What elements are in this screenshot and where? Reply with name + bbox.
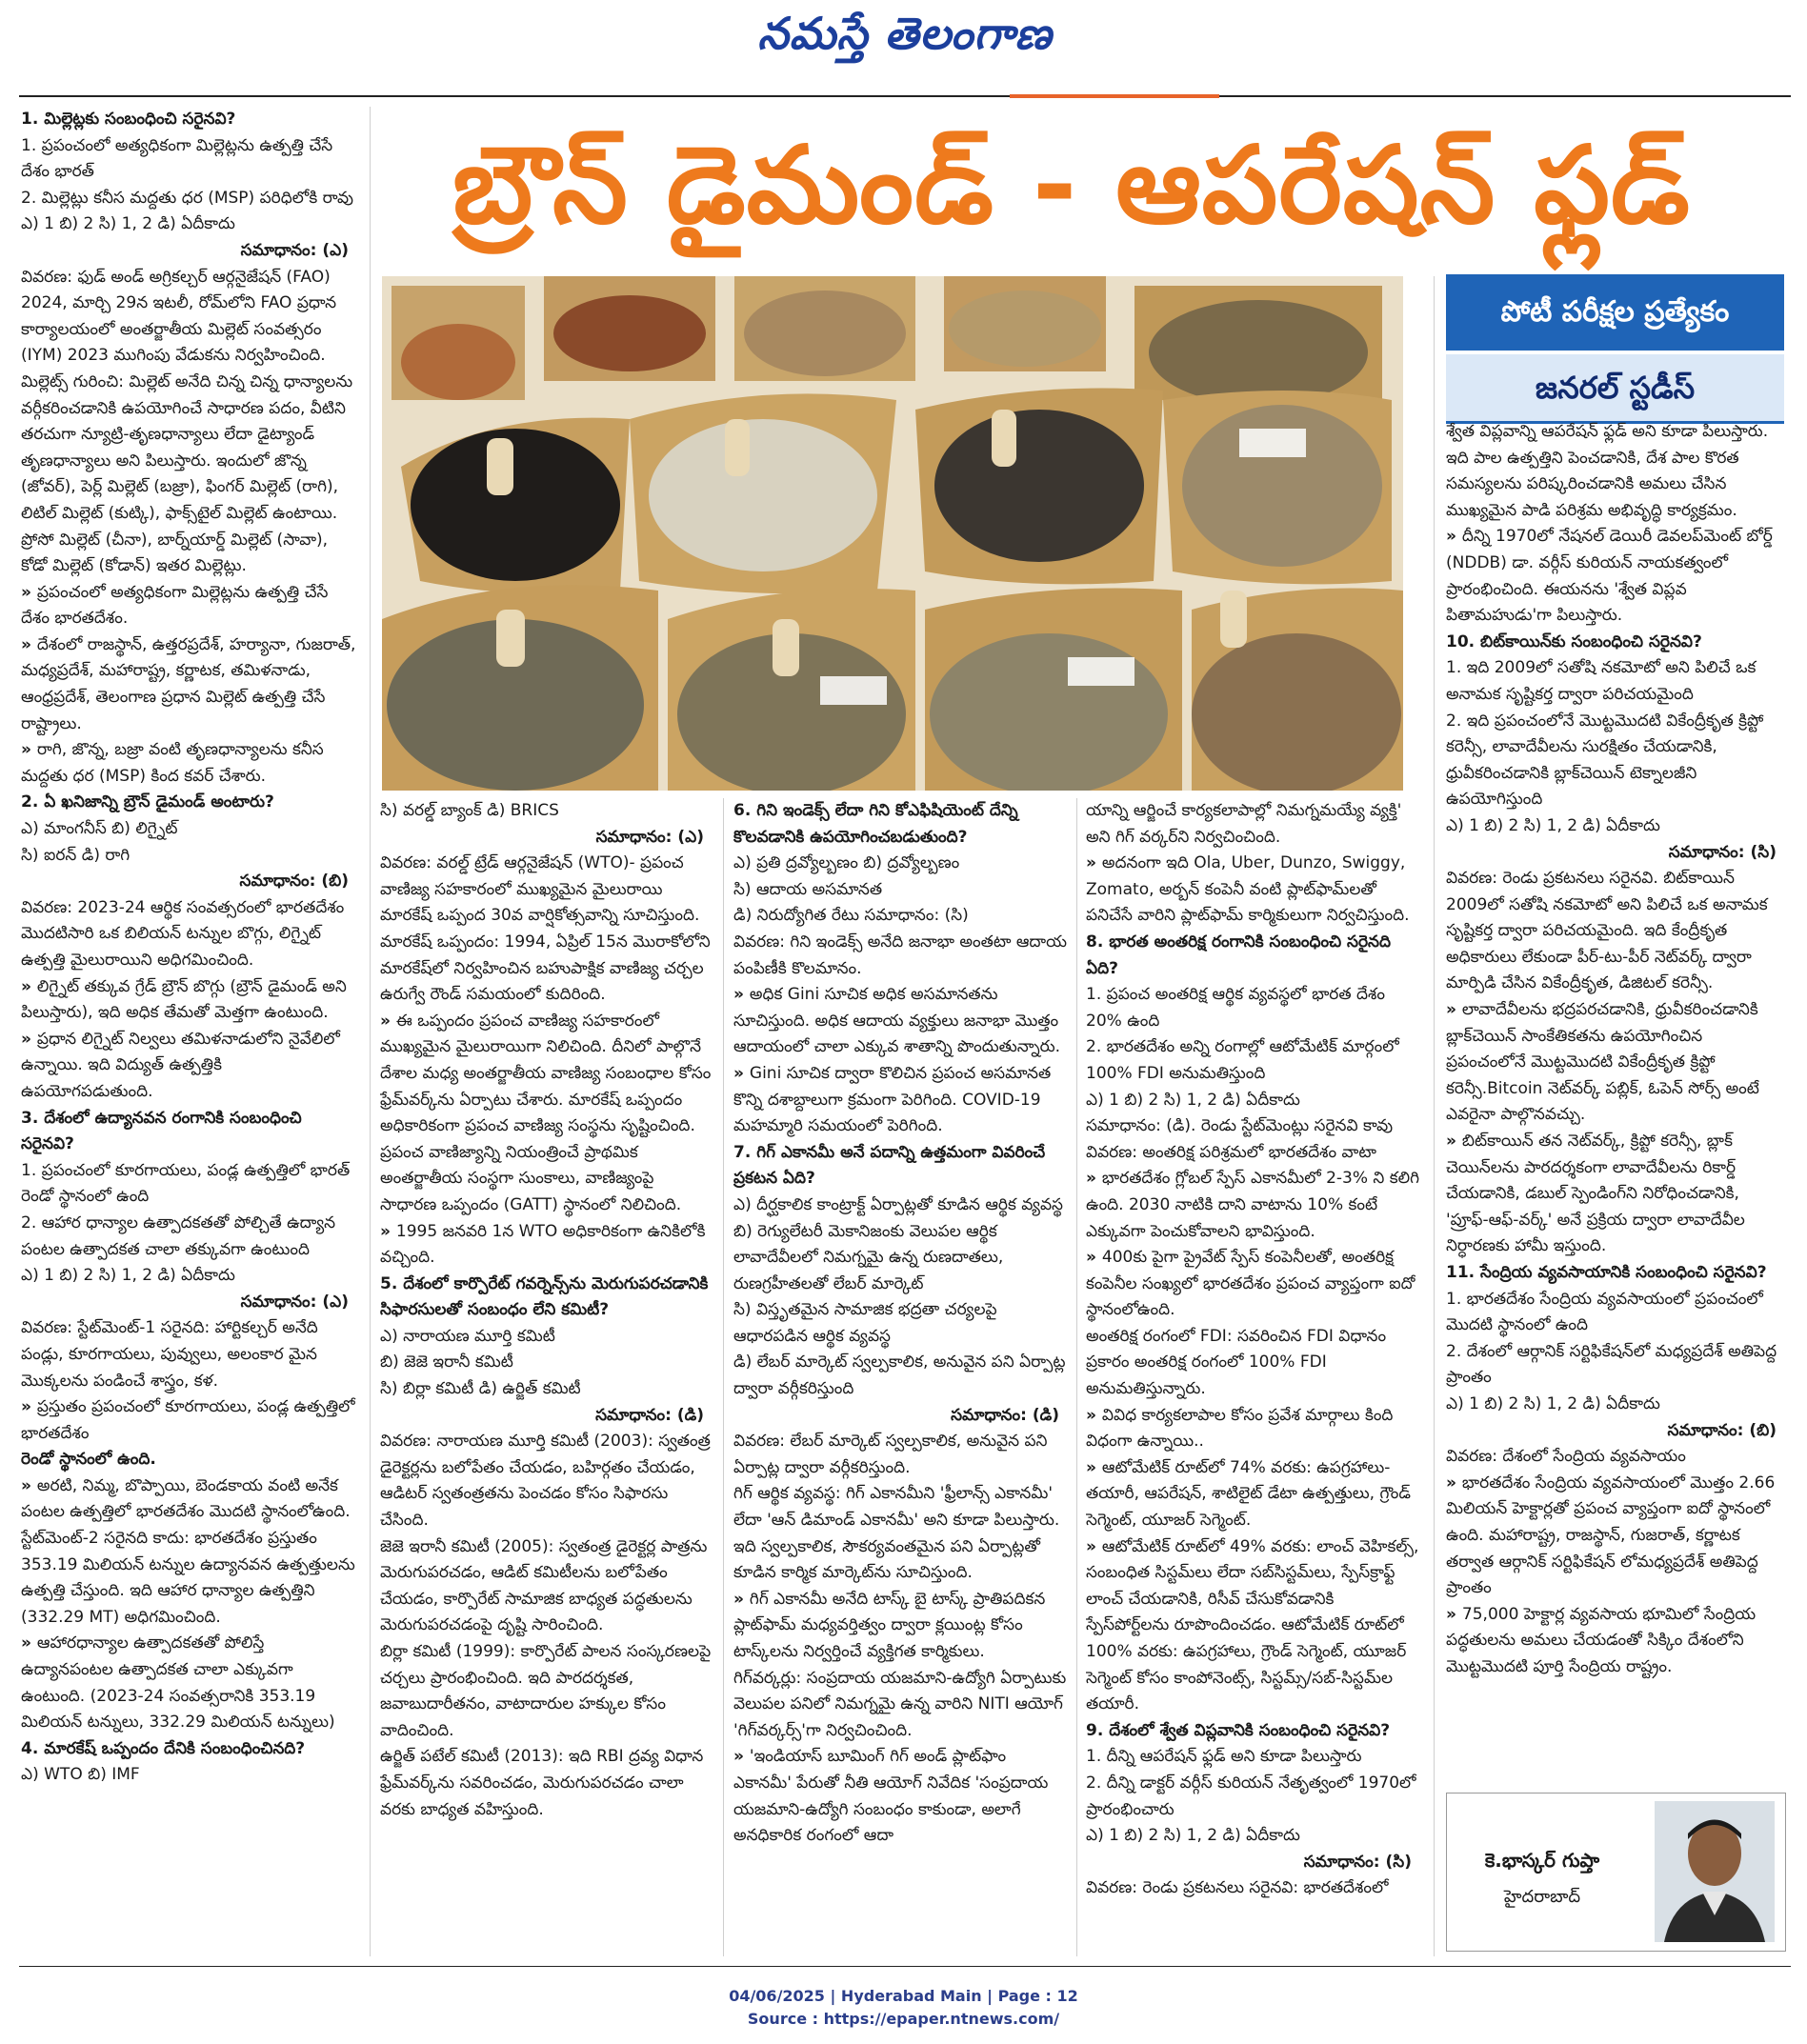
paragraph: బి) రెగ్యులేటరీ మెకానిజంకు వెలుపల ఆర్థిక లావాదేవీలలో నిమగ్నమై ఉన్న రుణదాతలు, రుణగ్రహీతలతో లేబర్ మార్కెట్ [733,1221,1004,1293]
masthead-rule [19,95,1791,97]
paragraph: యాన్ని ఆర్జించే కార్యకలాపాల్లో నిమగ్నమయ్యే వ్యక్తి' అని గిగ్ వర్కర్‌ని నిర్వచించింది. [1086,801,1402,847]
paragraph: వివరణ: నారాయణ మూర్తి కమిటీ (2003): స్వతంత్ర డైరెక్టర్లను బలోపేతం చేయడం, బహిర్గతం చేయడం, ఆడిటర్ స్వతంత్రతను పెంచడం కోసం సిఫారసు చేసింది. [380,1432,711,1531]
article-column-4 [1086,798,1419,1956]
paragraph: 1. ప్రపంచ అంతరిక్ష ఆర్థిక వ్యవస్థలో భారత దేశం 20% ఉంది [1086,985,1385,1031]
question: 8. భారత అంతరిక్ష రంగానికి సంబంధించి సరైనది ఏది? [1086,932,1391,978]
author-name: కె.భాస్కర్ గుప్తా [1484,1849,1600,1872]
paragraph: గిగ్ ఆర్థిక వ్యవస్థ: గిగ్ ఎకానమీని 'ఫ్రీలాన్స్ ఎకానమీ' లేదా 'ఆన్ డిమాండ్ ఎకానమీ' అని కూడా పిలుస్తారు. ఇది స్వల్పకాలిక, సౌకర్యవంతమైన పని ఏర్పాట్లతో కూడిన కార్మిక మార్కెట్‌ను సూచిస్తుంది. [733,1484,1060,1583]
paragraph: ఎ) 1 బి) 2 సి) 1, 2 డి) ఏదీకాదు [1446,1393,1660,1413]
paragraph: సి) బిర్లా కమిటీ డి) ఉర్జిత్ కమిటీ [380,1379,581,1399]
answer-line: సమాధానం: (డి) [951,1405,1059,1425]
bullet-point: » 75,000 హెక్టార్ల వ్యవసాయ భూమిలో సేంద్రియ పద్ధతులను అమలు చేయడంతో సిక్కిం దేశంలోని మొట్టమొదటి పూర్తి సేంద్రియ రాష్ట్రం. [1446,1602,1784,1681]
answer-line: సమాధానం: (సి) [1303,1852,1412,1872]
bullet-point: » బిట్‌కాయిన్ తన నెట్‌వర్క్, క్రిప్టో కరెన్సీ, బ్లాక్ చెయిన్‌లను పారదర్శకంగా లావాదేవీలను రికార్డ్ చేయడానికి, డబుల్ స్పెండింగ్‌ని నిరోధించడానికి, 'ప్రూఫ్-ఆఫ్-వర్క్' అనే ప్రక్రియ ద్వారా లావాదేవీల నిర్ధారణకు హామీ ఇస్తుంది. [1446,1129,1784,1260]
millet-baskets-photo [382,276,1403,791]
bullet-point: » 'ఇండియాస్ బూమింగ్ గిగ్ అండ్ ప్లాట్‌ఫాం ఎకానమీ' పేరుతో నీతి ఆయోగ్ నివేదిక 'సంప్రదాయ యజమాని-ఉద్యోగి సంబంధం కాకుండా, అలాగే అనధికారిక రంగంలో ఆదా [733,1744,1067,1849]
masthead-logo: నమస్తే తెలంగాణ [757,8,1053,59]
author-byline [1446,1793,1786,1952]
paragraph: సి) ఆదాయ అసమానత [733,879,883,899]
question: 4. మారకేష్ ఒప్పందం దేనికి సంబంధించినది? [21,1738,306,1758]
bullet-point: » ఈ ఒప్పందం ప్రపంచ వాణిజ్య సహకారంలో ముఖ్యమైన మైలురాయిగా నిలిచింది. దీనిలో పాల్గొనే దేశాల మధ్య అంతర్జాతీయ వాణిజ్య సంబంధాల కోసం ఫ్రేమ్‌వర్క్‌ను ఏర్పాటు చేశారు. మారకేష్ ఒప్పందం అధికారికంగా ప్రపంచ వాణిజ్య సంస్థను సృష్టించింది. ప్రపంచ వాణిజ్యాన్ని నియంత్రించే ప్రాథమిక అంతర్జాతీయ సంస్థగా సుంకాలు, వాణిజ్యంపై సాధారణ ఒప్పందం (GATT) స్థానంలో నిలిచింది. [380,1009,712,1219]
bullet-point: » రాగి, జొన్న, బజ్రా వంటి తృణధాన్యాలను కనీస మద్దతు ధర (MSP) కింద కవర్ చేశారు. [21,737,356,790]
paragraph: 1. ఇది 2009లో సతోషి నకమోటో అని పిలిచే ఒక అనామక సృష్టికర్త ద్వారా పరిచయమైంది [1446,658,1757,704]
paragraph: 2. ఆహార ధాన్యాల ఉత్పాదకతతో పోల్చితే ఉద్యాన పంటల ఉత్పాదకత చాలా తక్కువగా ఉంటుంది [21,1212,336,1259]
masthead [0,0,1807,76]
answer-line: సమాధానం: (బి) [239,872,349,892]
question: 1. మిల్లెట్లకు సంబంధించి సరైనవి? [21,110,236,129]
bullet-point: » వివిధ కార్యకలాపాల కోసం ప్రవేశ మార్గాలు కింది విధంగా ఉన్నాయి.. [1086,1403,1419,1455]
paragraph: 2. మిల్లెట్లు కనీస మద్దతు ధర (MSP) పరిధిలోకి రావు [21,188,353,208]
paragraph: వివరణ: రెండు ప్రకటనలు సరైనవి: భారతదేశంలో [1086,1878,1389,1898]
paragraph: డి) లేబర్ మార్కెట్ స్వల్పకాలిక, అనువైన పని ఏర్పాట్ల ద్వారా వర్గీకరిస్తుంది [733,1353,1066,1399]
paragraph: సి) వరల్డ్ బ్యాంక్ డి) BRICS [380,801,559,820]
paragraph: సి) విస్తృతమైన సామాజిక భద్రతా చర్యలపై ఆధారపడిన ఆర్థిక వ్యవస్థ [733,1300,997,1346]
bullet-point: » భారతదేశం సేంద్రియ వ్యవసాయంలో మొత్తం 2.66 మిలియన్ హెక్టార్లతో ప్రపంచ వ్యాప్తంగా ఐదో స్థానంలో ఉంది. మహారాష్ట్ర, రాజస్థాన్, గుజరాత్, కర్ణాటక తర్వాత ఆర్గానిక్ సర్టిఫికేషన్ లోమధ్యప్రదేశ్ అతిపెద్ద ప్రాంతం [1446,1471,1784,1602]
paragraph: బి) జెజె ఇరానీ కమిటీ [380,1353,513,1373]
paragraph: ఎ) WTO బి) IMF [21,1765,140,1785]
answer-line: సమాధానం: (ఎ) [240,1292,349,1312]
bullet-point: » అధిక Gini సూచిక అధిక అసమానతను సూచిస్తుంది. అధిక ఆదాయ వ్యక్తులు జనాభా మొత్తం ఆదాయంలో చాలా ఎక్కువ శాతాన్ని పొందుతున్నారు. [733,982,1067,1061]
basket-5 [1134,286,1382,405]
footer-rule [19,1966,1791,1967]
paragraph: సి) ఐరన్ డి) రాగి [21,845,131,865]
paragraph: వివరణ: లేబర్ మార్కెట్ స్వల్పకాలిక, అనువైన పని ఏర్పాట్ల ద్వారా వర్గీకరిస్తుంది. [733,1432,1048,1477]
bullet-point: » ప్రపంచంలో అత్యధికంగా మిల్లెట్లను ఉత్పత్తి చేసే దేశం భారతదేశం. [21,580,356,632]
paragraph: బిర్లా కమిటీ (1999): కార్పొరేట్ పాలన సంస్కరణలపై చర్చలు ప్రారంభించింది. ఇది పారదర్శకత, జవాబుదారీతనం, వాటాదారుల హక్కుల కోసం వాదించింది. [380,1642,712,1740]
bullet-point: » భారతదేశం గ్లోబల్ స్పేస్ ఎకానమీలో 2-3% ని కలిగి ఉంది. 2030 నాటికి దాని వాటాను 10% కంటే ఎక్కువగా పెంచుకోవాలని భావిస్తుంది. [1086,1166,1419,1245]
article-headline: బ్రౌన్ డైమండ్ - ఆపరేషన్ ఫ్లడ్ [452,124,1691,248]
column-divider [370,107,371,1956]
answer-line: సమాధానం: (ఎ) [240,240,349,260]
paragraph: స్టేట్‌మెంట్-2 సరైనది కాదు: భారతదేశం ప్రస్తుతం 353.19 మిలియన్ టన్నుల ఉద్యానవన ఉత్పత్తులను ఉత్పత్తి చేస్తుంది. ఇది ఆహార ధాన్యాల ఉత్పత్తిని (332.29 MT) అధిగమించింది. [21,1529,355,1627]
answer-line: సమాధానం: (సి) [1668,842,1777,862]
bullet-point: » Gini సూచిక ద్వారా కొలిచిన ప్రపంచ అసమానత కొన్ని దశాబ్దాలుగా క్రమంగా పెరిగింది. COVID-19 మహమ్మారి సమయంలో పెరిగింది. [733,1061,1067,1140]
paragraph: సమాధానం: (డి). రెండు స్టేట్‌మెంట్లు సరైనవి కావు [1086,1116,1394,1136]
paragraph: ఎ) 1 బి) 2 సి) 1, 2 డి) ఏదీకాదు [1446,815,1660,835]
exam-special-badge: పోటీ పరీక్షల ప్రత్యేకం [1446,274,1784,351]
paragraph: ఎ) 1 బి) 2 సి) 1, 2 డి) ఏదీకాదు [1086,1826,1300,1846]
basket-3 [734,276,915,381]
bullet-point: » 1995 జనవరి 1న WTO అధికారికంగా ఉనికిలోకి వచ్చింది. [380,1219,712,1272]
paragraph: మారకేష్ ఒప్పందం: 1994, ఏప్రిల్ 15న మొరాకోలోని మారకేష్‌లో నిర్వహించిన బహుపాక్షిక వాణిజ్య చర్చల ఉరుగ్వే రౌండ్ సమయంలో కుదిరింది. [380,932,711,1005]
general-studies-badge: జనరల్ స్టడీస్ [1446,354,1784,424]
basket-7 [630,393,896,593]
question: 5. దేశంలో కార్పొరేట్ గవర్నెన్స్‌ను మెరుగుపరచడానికి సిఫారసులతో సంబంధం లేని కమిటీ? [380,1273,709,1320]
basket-12 [925,589,1182,792]
paragraph: ఉర్జిత్ పటేల్ కమిటీ (2013): ఇది RBI ద్రవ్య విధాన ఫ్రేమ్‌వర్క్‌ను సవరించడం, మెరుగుపరచడం చాలా వరకు బాధ్యత వహిస్తుంది. [380,1747,704,1819]
paragraph: ఎ) దీర్ఘకాలిక కాంట్రాక్ట్ ఏర్పాట్లతో కూడిన ఆర్థిక వ్యవస్థ [733,1194,1063,1214]
paragraph: వివరణ: 2023-24 ఆర్థిక సంవత్సరంలో భారతదేశం మొదటిసారి ఒక బిలియన్ టన్నుల బొగ్గు, లిగ్నైట్ ఉత్పత్తి మైలురాయిని అధిగమించింది. [21,897,345,970]
masthead-accent [1010,94,1219,98]
answer-line: సమాధానం: (డి) [595,1405,704,1425]
basket-4 [944,276,1106,371]
footer-source: Source : https://epaper.ntnews.com/ [747,2010,1060,2028]
paragraph: వివరణ: అంతరిక్ష పరిశ్రమలో భారతదేశం వాటా [1086,1142,1376,1162]
question: 9. దేశంలో శ్వేత విప్లవానికి సంబంధించి సరైనవి? [1086,1720,1391,1740]
bullet-point: » గిగ్ ఎకానమీ అనేది టాస్క్ బై టాస్క్ ప్రాతిపదికన ప్లాట్‌ఫామ్ మధ్యవర్తిత్వం ద్వారా క్లయింట్ల కోసం టాస్క్‌లను నిర్వర్తించే వ్యక్తిగత కార్మికులు. [733,1587,1067,1666]
question: 7. గిగ్ ఎకానమీ అనే పదాన్ని ఉత్తమంగా వివరించే ప్రకటన ఏది? [733,1142,1046,1189]
paragraph: వివరణ: దేశంలో సేంద్రియ వ్యవసాయం [1446,1447,1686,1467]
bullet-point: » లిగ్నైట్ తక్కువ గ్రేడ్ బ్రౌన్ బొగ్గు (బ్రౌన్ డైమండ్ అని పిలుస్తారు), ఇది అధిక తేమతో మెత్తగా ఉంటుంది. [21,974,356,1027]
paragraph: వివరణ: వరల్డ్ ట్రేడ్ ఆర్గనైజేషన్ (WTO)- ప్రపంచ వాణిజ్య సహకారంలో ముఖ్యమైన మైలురాయి మారకేష్ ఒప్పంద 30వ వార్షికోత్సవాన్ని సూచిస్తుంది. [380,853,700,926]
bullet-point: » లావాదేవీలను భద్రపరచడానికి, ధ్రువీకరించడానికి బ్లాక్‌చెయిన్ సాంకేతికతను ఉపయోగించిన ప్రపంచంలోనే మొట్టమొదటి వికేంద్రీకృత క్రిప్టో కరెన్సీ.Bitcoin నెట్‌వర్క్ పబ్లిక్, ఓపెన్ సోర్స్ అంటే ఎవరైనా పాల్గొనవచ్చు. [1446,997,1784,1129]
basket-1 [392,286,525,400]
bullet-point: » 400కు పైగా ప్రైవేట్ స్పేస్ కంపెనీలతో, అంతరిక్ష కంపెనీల సంఖ్యలో భారతదేశం ప్రపంచ వ్యాప్తంగా ఐదో స్థానంలోఉంది. [1086,1245,1419,1324]
article-column-3 [733,798,1067,1956]
basket-2 [544,276,715,381]
paragraph: డి) నిరుద్యోగిత రేటు సమాధానం: (సి) [733,906,969,926]
footer-edition-info: 04/06/2025 | Hyderabad Main | Page : 12 [729,1987,1078,2005]
column-divider [723,798,724,1956]
paragraph: వివరణ: గిని ఇండెక్స్ అనేది జనాభా అంతటా ఆదాయ పంపిణీకి కొలమానం. [733,932,1067,978]
answer-line: సమాధానం: (ఎ) [595,827,704,847]
paragraph: మిల్లెట్స్ గురించి: మిల్లెట్ అనేది చిన్న చిన్న ధాన్యాలను వర్గీకరించడానికి ఉపయోగించే సాధారణ పదం, వీటిని తరచుగా న్యూట్రి-తృణధాన్యాలు లేదా డైట్యాండ్ తృణధాన్యాలు అని పిలుస్తారు. ఇందులో జొన్న (జోవర్), పెర్ల్ మిల్లెట్ (బజ్రా), ఫింగర్ మిల్లెట్ (రాగి), లిటిల్ మిల్లెట్ (కుట్కి), ఫాక్స్‌టైల్ మిల్లెట్ ఉంటాయి. ప్రోసో మిల్లెట్ (చీనా), బార్న్‌యార్డ్ మిల్లెట్ (సావా), కోడో మిల్లెట్ (కోడాన్) ఇతర మిల్లెట్లు. [21,371,353,576]
question: 2. ఏ ఖనిజాన్ని బ్రౌన్ డైమండ్ అంటారు? [21,792,274,812]
paragraph: ఎ) నారాయణ మూర్తి కమిటీ [380,1326,555,1346]
bullet-point: » ఆహారధాన్యాల ఉత్పాదకతతో పోలిస్తే ఉద్యానపంటల ఉత్పాదకత చాలా ఎక్కువగా ఉంటుంది. (2023-24 సంవత్సరానికి 353.19 మిలియన్ టన్నులు, 332.29 మిలియన్ టన్నులు) [21,1631,356,1735]
paragraph: 1. ప్రపంచంలో అత్యధికంగా మిల్లెట్లను ఉత్పత్తి చేసే దేశం భారత్ [21,135,333,182]
article-column-2 [380,798,712,1956]
author-city: హైదరాబాద్ [1503,1887,1581,1907]
question: 10. బిట్‌కాయిన్‌కు సంబంధించి సరైనవి? [1446,631,1702,651]
question: 3. దేశంలో ఉద్యానవన రంగానికి సంబంధించి సరైనవి? [21,1108,302,1154]
paragraph: శ్వేత విప్లవాన్ని ఆపరేషన్ ఫ్లడ్ అని కూడా పిలుస్తారు. ఇది పాల ఉత్పత్తిని పెంచడానికి, దేశ పాల కొరత సమస్యలను పరిష్కరించడానికి అమలు చేసిన ముఖ్యమైన పాడి పరిశ్రమ అభివృద్ధి కార్యక్రమం. [1446,422,1769,520]
bullet-point: » అదనంగా ఇది Ola, Uber, Dunzo, Swiggy, Zomato, అర్బన్ కంపెనీ వంటి ప్లాట్‌ఫామ్‌లతో పనిచేసే వారిని ప్లాట్‌ఫామ్ కార్మికులుగా నిర్వచిస్తుంది. [1086,851,1419,930]
paragraph: 2. దీన్ని డాక్టర్ వర్గీస్ కురియన్ నేతృత్వంలో 1970లో ప్రారంభించారు [1086,1773,1416,1819]
paragraph: వివరణ: స్టేట్‌మెంట్-1 సరైనది: హార్టికల్చర్ అనేది పండ్లు, కూరగాయలు, పువ్వులు, అలంకార మైన మొక్కలను పండించే శాస్త్రం, కళ. [21,1318,318,1391]
paragraph: 1. దీన్ని ఆపరేషన్ ఫ్లడ్ అని కూడా పిలుస్తారు [1086,1747,1362,1767]
paragraph: ఎ) 1 బి) 2 సి) 1, 2 డి) ఏదీకాదు [1086,1090,1300,1110]
bullet-point: » ప్రస్తుతం ప్రపంచంలో కూరగాయలు, పండ్ల ఉత్పత్తిలో భారతదేశం [21,1394,356,1447]
paragraph: అంతరిక్ష రంగంలో FDI: సవరించిన FDI విధానం ప్రకారం అంతరిక్ష రంగంలో 100% FDI అనుమతిస్తున్నారు. [1086,1326,1387,1399]
paragraph: 2. ఇది ప్రపంచంలోనే మొట్టమొదటి వికేంద్రీకృత క్రిప్టో కరెన్సీ, లావాదేవీలను సురక్షితం చేయడానికి, ధ్రువీకరించడానికి బ్లాక్‌చెయిన్ టెక్నాలజీని ఉపయోగిస్తుంది [1446,711,1764,810]
paragraph: వివరణ: ఫుడ్ అండ్ అగ్రికల్చర్ ఆర్గనైజేషన్ (FAO) 2024, మార్చి 29న ఇటలీ, రోమ్‌లోని FAO ప్రధాన కార్యాలయంలో అంతర్జాతీయ మిల్లెట్ సంవత్సరం (IYM) 2023 ముగింపు వేడుకను నిర్వహించింది. [21,267,337,366]
article-column-5 [1446,419,1784,1956]
answer-line: సమాధానం: (బి) [1667,1420,1777,1440]
basket-9 [1163,391,1392,584]
paragraph: వివరణ: రెండు ప్రకటనలు సరైనవి. బిట్‌కాయిన్ 2009లో సతోషి నకమోటో అని పిలిచే ఒక అనామక సృష్టికర్త ద్వారా పరిచయమైంది. ఇది కేంద్రీకృత అధికారులు లేకుండా పీర్-టు-పీర్ నెట్‌వర్క్ ద్వారా మార్పిడి చేసిన వికేంద్రీకృత, డిజిటల్ కరెన్సీ. [1446,869,1768,993]
paragraph: 1. భారతదేశం సేంద్రియ వ్యవసాయంలో ప్రపంచంలో మొదటి స్థానంలో ఉంది [1446,1289,1763,1335]
bullet-point: » ఆటోమేటిక్ రూట్‌లో 74% వరకు: ఉపగ్రహాలు-తయారీ, ఆపరేషన్, శాటిలైట్ డేటా ఉత్పత్తులు, గ్రౌండ్ సెగ్మెంట్, యూజర్ సెగ్మెంట్. [1086,1455,1419,1534]
column-divider [1434,276,1435,1956]
bullet-point: » దేశంలో రాజస్థాన్, ఉత్తరప్రదేశ్, హర్యానా, గుజరాత్, మధ్యప్రదేశ్, మహారాష్ట్ర, కర్ణాటక, తమిళనాడు, ఆంధ్రప్రదేశ్, తెలంగాణ ప్రధాన మిల్లెట్ ఉత్పత్తి చేసే రాష్ట్రాలు. [21,632,356,737]
paragraph: ఎ) 1 బి) 2 సి) 1, 2 డి) ఏదీకాదు [21,214,235,234]
paragraph: గిగ్‌వర్కర్లు: సంప్రదాయ యజమాని-ఉద్యోగి ఏర్పాటుకు వెలుపల పనిలో నిమగ్నమై ఉన్న వారిని NITI ఆయోగ్ 'గిగ్‌వర్కర్స్'గా నిర్వచించింది. [733,1668,1067,1740]
bullet-point: » ప్రధాన లిగ్నైట్ నిల్వలు తమిళనాడులోని నైవేలిలో ఉన్నాయి. ఇది విద్యుత్ ఉత్పత్తికి ఉపయోగపడుతుంది. [21,1027,356,1106]
paragraph: ఎ) మాంగనీస్ బి) లిగ్నైట్ [21,819,178,839]
author-photo [1655,1801,1775,1942]
paragraph: 2. భారతదేశం అన్ని రంగాల్లో ఆటోమేటిక్ మార్గంలో 100% FDI అనుమతిస్తుంది [1086,1037,1399,1083]
bullet-point: » ఆటోమేటిక్ రూట్‌లో 49% వరకు: లాంచ్ వెహికల్స్, సంబంధిత సిస్టమ్‌లు లేదా సబ్‌సిస్టమ్‌లు, స్పేస్‌క్రాఫ్ట్ లాంచ్ చేయడానికి, రిసీవ్ చేసుకోవడానికి స్పేస్‌పోర్ట్‌లను రూపొందించడం. ఆటోమేటిక్ రూట్‌లో 100% వరకు: ఉపగ్రహాలు, గ్రౌండ్ సెగ్మెంట్, యూజర్ సెగ్మెంట్ కోసం కాంపోనెంట్స్, సిస్టమ్స్/సబ్-సిస్టమ్‌ల తయారీ. [1086,1534,1419,1718]
bullet-point: » అరటి, నిమ్మ, బొప్పాయి, బెండకాయ వంటి అనేక పంటల ఉత్పత్తిలో భారతదేశం మొదటి స్థానంలోఉంది. [21,1473,356,1526]
question: 6. గిని ఇండెక్స్ లేదా గిని కోఎఫిషియెంట్ దేన్ని కొలవడానికి ఉపయోగించబడుతుంది? [733,801,1018,847]
basket-8 [915,389,1163,585]
subheading: రెండో స్థానంలో ఉంది. [21,1450,156,1470]
paragraph: ఎ) ప్రతి ద్రవ్యోల్బణం బి) ద్రవ్యోల్బణం [733,853,960,873]
paragraph: 2. దేశంలో ఆర్గానిక్ సర్టిఫికేషన్‌లో మధ్యప్రదేశ్ అతిపెద్ద ప్రాంతం [1446,1341,1777,1388]
paragraph: ఎ) 1 బి) 2 సి) 1, 2 డి) ఏదీకాదు [21,1266,235,1286]
column-divider [1076,798,1077,1956]
bullet-point: » దీన్ని 1970లో నేషనల్ డెయిరీ డెవలప్‌మెంట్ బోర్డ్ (NDDB) డా. వర్గీస్ కురియన్ నాయకత్వంలో ప్రారంభించింది. ఈయనను 'శ్వేత విప్లవ పితామహుడు'గా పిలుస్తారు. [1446,524,1784,629]
article-column-1 [21,107,356,1956]
paragraph: 1. ప్రపంచంలో కూరగాయలు, పండ్ల ఉత్పత్తిలో భారత్ రెండో స్థానంలో ఉంది [21,1160,351,1207]
paragraph: జెజె ఇరానీ కమిటీ (2005): స్వతంత్ర డైరెక్టర్ల పాత్రను మెరుగుపరచడం, ఆడిట్ కమిటీలను బలోపేతం చేయడం, కార్పొరేట్ సామాజిక బాధ్యత పద్ధతులను మెరుగుపరచడంపై దృష్టి సారించింది. [380,1536,708,1635]
question: 11. సేంద్రియ వ్యవసాయానికి సంబంధించి సరైనవి? [1446,1263,1767,1282]
